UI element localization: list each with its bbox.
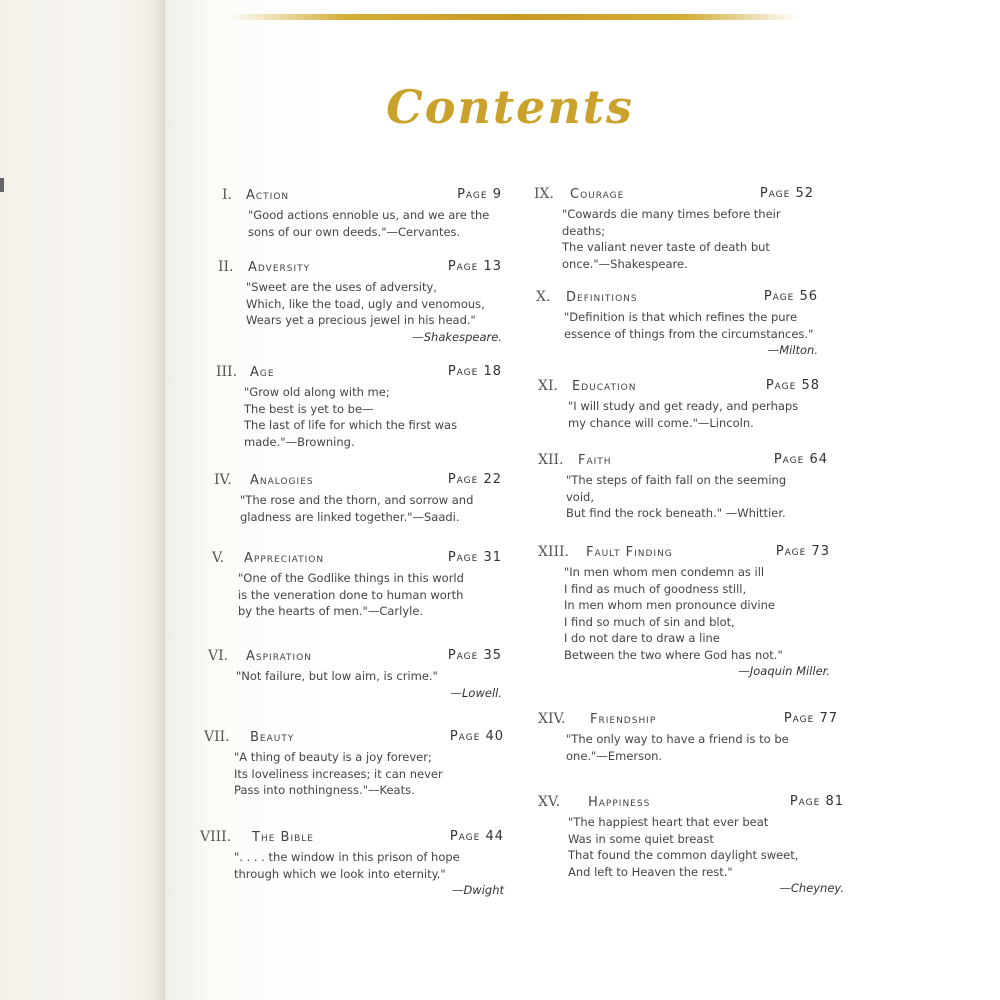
entry-quote: "Good actions ennoble us, and we are the sons of our own deeds."—Cervantes.	[248, 208, 490, 239]
toc-entry	[534, 186, 814, 272]
entry-topic: Definitions	[566, 290, 638, 305]
entry-quote: "Cowards die many times before their deaths; The valiant never taste of death but once."—Shakespeare.	[562, 207, 781, 271]
entry-numeral: I.	[222, 187, 232, 203]
entry-page: Page 52	[759, 186, 814, 201]
entry-topic: Beauty	[250, 730, 295, 745]
entry-topic: Appreciation	[244, 551, 325, 566]
toc-entry	[212, 550, 502, 620]
entry-numeral: VII.	[204, 729, 230, 745]
entry-quote: "Sweet are the uses of adversity, Which, like the toad, ugly and venomous, Wears yet a precious jewel in his head."	[246, 280, 485, 327]
entry-page: Page 64	[773, 452, 828, 467]
entry-page: Page 44	[449, 829, 504, 844]
toc-entry	[200, 829, 504, 898]
left-page-mark	[0, 178, 4, 192]
entry-quote: "The steps of faith fall on the seeming void, But find the rock beneath." —Whittier.	[566, 473, 787, 520]
entry-numeral: XI.	[538, 378, 558, 394]
entry-numeral: XV.	[538, 794, 561, 810]
toc-entry	[538, 794, 844, 896]
entry-numeral: IV.	[214, 472, 232, 488]
entry-quote: "The only way to have a friend is to be one."—Emerson.	[566, 732, 789, 763]
left-page-edge	[0, 0, 165, 1000]
entry-topic: Analogies	[250, 473, 314, 488]
entry-author: —Cheyney.	[779, 881, 844, 895]
entry-topic: Happiness	[588, 795, 651, 810]
entry-quote: "The happiest heart that ever beat Was in some quiet breast That found the common daylight sweet, And left to Heaven the rest."	[568, 815, 799, 879]
entry-topic: Fault Finding	[586, 545, 673, 560]
entry-numeral: X.	[536, 289, 551, 305]
entry-page: Page 13	[447, 259, 502, 274]
entry-page: Page 31	[447, 550, 502, 565]
toc-entry	[538, 452, 828, 522]
entry-quote: "Grow old along with me; The best is yet to be— The last of life for which the first was made."—Browning.	[244, 385, 458, 449]
entry-author: —Dwight	[451, 883, 504, 897]
entry-author: —Lowell.	[450, 685, 502, 700]
page-title: Contents	[386, 80, 634, 134]
toc-entry	[536, 289, 818, 358]
entry-numeral: II.	[218, 259, 234, 275]
entry-quote: "One of the Godlike things in this world is the veneration done to human worth by the hearts of men."—Carlyle.	[238, 571, 464, 618]
toc-entry	[538, 544, 830, 679]
entry-quote: "I will study and get ready, and perhaps my chance will come."—Lincoln.	[568, 399, 799, 430]
book-spine-shadow	[151, 0, 165, 1000]
entry-numeral: V.	[212, 550, 225, 566]
entry-numeral: IX.	[534, 186, 554, 202]
entry-topic: Adversity	[248, 260, 311, 275]
entry-page: Page 40	[449, 729, 504, 744]
entry-page: Page 73	[775, 544, 830, 559]
toc-entry	[218, 259, 502, 345]
entry-numeral: XII.	[538, 452, 564, 468]
entry-numeral: VI.	[208, 648, 229, 664]
toc-entry	[214, 472, 502, 525]
entry-topic: Friendship	[590, 712, 657, 727]
toc-entry	[538, 378, 820, 431]
entry-page: Page 81	[789, 794, 844, 809]
entry-topic: Courage	[570, 187, 625, 202]
entry-topic: Faith	[578, 453, 612, 468]
entry-page: Page 56	[763, 289, 818, 304]
entry-author: —Shakespeare.	[412, 329, 502, 344]
entry-quote: "In men whom men condemn as ill I find as much of goodness still, In men whom men pronounce divine I find so much of sin and blot, I do not dare to draw a line Between the two where God has not."	[564, 565, 783, 662]
entry-quote: "Definition is that which refines the pure essence of things from the circumstances."	[564, 310, 814, 341]
entry-page: Page 58	[765, 378, 820, 393]
toc-entry	[216, 364, 502, 450]
toc-entry	[204, 729, 504, 799]
entry-numeral: VIII.	[200, 829, 232, 845]
entry-page: Page 18	[447, 364, 502, 379]
entry-numeral: XIV.	[538, 711, 566, 727]
entry-page: Page 9	[457, 187, 502, 202]
entry-author: —Milton.	[767, 343, 818, 357]
entry-topic: The Bible	[252, 830, 314, 845]
entry-page: Page 22	[447, 472, 502, 487]
entry-quote: "A thing of beauty is a joy forever; Its loveliness increases; it can never Pass into nothingness."—Keats.	[234, 750, 443, 797]
entry-topic: Age	[250, 365, 275, 380]
entry-numeral: III.	[216, 364, 238, 380]
entry-page: Page 77	[783, 711, 838, 726]
entry-quote: "Not failure, but low aim, is crime."	[236, 669, 438, 683]
entry-topic: Aspiration	[246, 649, 313, 664]
entry-quote: ". . . . the window in this prison of hope through which we look into eternity."	[234, 850, 460, 881]
toc-entry	[538, 711, 838, 764]
entry-topic: Action	[246, 188, 290, 203]
toc-entry	[222, 187, 502, 240]
entry-topic: Education	[572, 379, 637, 394]
entry-author: —Joaquin Miller.	[738, 664, 830, 678]
entry-quote: "The rose and the thorn, and sorrow and gladness are linked together."—Saadi.	[240, 493, 474, 524]
gold-divider	[230, 14, 800, 20]
toc-entry	[208, 648, 502, 701]
entry-page: Page 35	[447, 648, 502, 663]
entry-numeral: XIII.	[538, 544, 570, 560]
